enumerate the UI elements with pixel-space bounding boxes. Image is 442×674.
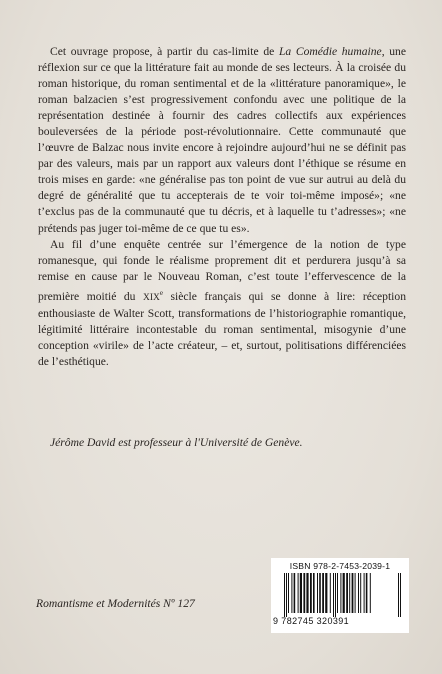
barcode-bar (325, 573, 327, 613)
barcode-bar (335, 573, 336, 617)
blurb-paragraph-2: Au fil d’une enquête centrée sur l’émergence de la notion de type romanesque, qui fonde le réalisme proprement dit et perdurera jusqu’à sa remise en cause par le Nouveau Roman, c’est toute l’effervescence de la première moitié du XIXe siècle français qui se donne à lire: réception enthousiaste de Walter Scott, transformations de l’historiographie romantique, légitimité littéraire incontestable du roman sentimental, misogynie d’une conception «virile» de l’acte créateur, – et, surtout, politisations différenciées de l’esthétique. (38, 237, 406, 368)
barcode-bars (283, 573, 403, 617)
barcode-bar (319, 573, 321, 613)
barcode-bar (288, 573, 289, 613)
barcode-bar (310, 573, 312, 613)
barcode-bar (400, 573, 401, 617)
barcode-bar (286, 573, 287, 617)
blurb-paragraph-1: Cet ouvrage propose, à partir du cas-limite de La Comédie humaine, une réflexion sur ce que la littérature fait au monde de ses lecteurs. À la croisée du roman historique, du roman sentimental et de la «littérature panoramique», le roman balzacien s’est progressivement confondu avec une politique de la représentation destinée à fournir des cadres collectifs aux expériences bouleversées de la période post-révolutionnaire. Cette communauté que l’œuvre de Balzac nous invite encore à rejoindre aujourd’hui ne se définit pas par des valeurs, mais par un rapport aux valeurs dont l’éthique se résume en trois mises en garde: «ne généralise pas ton point de vue sur autrui au delà du degré de généralité que tu accepterais de te voir toi-même imposé»; «ne t’exclus pas de la communauté que tu décris, et à laquelle tu t’adresses»; «ne prétends pas juger toi-même de ce que tu es». (38, 45, 406, 235)
barcode-bar (294, 573, 296, 613)
author-note: Jérôme David est professeur à l'Université de Genève. (50, 436, 303, 449)
barcode-bar (364, 573, 365, 613)
barcode-label (271, 558, 409, 633)
barcode-bar (317, 573, 318, 613)
barcode-bar (300, 573, 302, 613)
isbn-number: ISBN 978-2-7453-2039-1 (289, 561, 391, 571)
barcode-bar (298, 573, 299, 613)
barcode-bar (360, 573, 361, 613)
barcode-bar (340, 573, 341, 613)
barcode-bar (322, 573, 324, 613)
barcode-bar (352, 573, 354, 613)
barcode-bar (343, 573, 345, 613)
barcode-bar (337, 573, 338, 613)
barcode-bar (333, 573, 334, 617)
barcode-bar (330, 573, 331, 613)
barcode-bar (358, 573, 359, 613)
barcode-bar (398, 573, 399, 617)
barcode-bar (366, 573, 368, 613)
barcode-bar (346, 573, 348, 613)
barcode-bar (313, 573, 315, 613)
series-title: Romantisme et Modernités Nº 127 (36, 597, 195, 610)
barcode-bar (349, 573, 350, 613)
ean-digits: 9 782745 320391 (273, 616, 350, 626)
barcode-bar (355, 573, 356, 613)
barcode-bar (284, 573, 285, 617)
barcode-bar (370, 573, 371, 613)
barcode-bar (306, 573, 308, 613)
barcode-bar (291, 573, 292, 613)
blurb-text (38, 44, 406, 370)
barcode-bar (303, 573, 305, 613)
